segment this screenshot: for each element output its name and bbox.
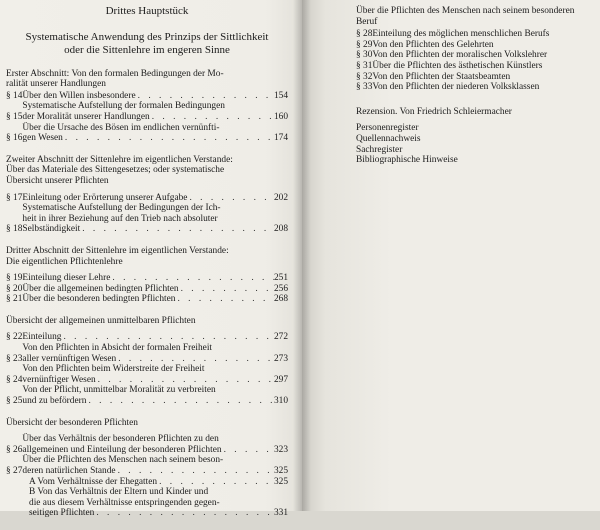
toc-entry — [6, 455, 288, 476]
entry-title: Von den Pflichten in Absicht der formalen Freiheit — [22, 343, 213, 354]
entry-title: Über die Pflichten des ästhetischen Künstlers — [372, 60, 543, 71]
entry-title: Über das Verhältnis der besonderen Pflichten zu den — [22, 434, 219, 445]
entry-title: allgemeinen und Einteilung der besonderen Pflichten — [22, 444, 222, 455]
main-title — [6, 31, 288, 57]
entry-title: Einteilung dieser Lehre — [22, 273, 111, 284]
toc-entry — [6, 123, 288, 144]
section-heading — [6, 246, 288, 267]
page-number: 297 — [273, 374, 288, 385]
entry-title: Systematische Aufstellung der formalen Bedingungen — [22, 101, 225, 112]
entry-title: deren natürlichen Stande — [22, 466, 116, 476]
entry-title: seitigen Pflichten — [29, 508, 95, 519]
entry-title: Über die Ursache des Bösen im endlichen vernünfti- — [22, 122, 220, 133]
page-number: 273 — [273, 353, 288, 364]
entry-title: die aus diesem Verhältnisse entspringenden gegen- — [29, 497, 220, 508]
toc-entry — [6, 434, 288, 455]
toc-entry — [356, 82, 592, 93]
section-heading-line: Zweiter Abschnitt der Sittenlehre im eigentlichen Verstande: — [6, 154, 233, 165]
dot-leader — [222, 445, 274, 456]
entry-title: Einteilung des möglichen menschlichen Berufs — [372, 29, 550, 40]
section-heading-line: Dritter Abschnitt der Sittenlehre im eigentlichen Verstande: — [6, 245, 229, 256]
page-number: 310 — [273, 396, 288, 407]
dot-leader — [157, 477, 274, 488]
dot-leader — [96, 375, 274, 386]
page-number: 160 — [273, 111, 288, 122]
paragraph-number: § 33 — [356, 82, 373, 93]
paragraph-number: § 31 — [356, 60, 373, 71]
entry-title: B Von das Verhältnis der Eltern und Kinder und — [29, 487, 209, 498]
page-number: 251 — [273, 273, 288, 284]
entry-title: Von den Pflichten beim Widerstreite der Freiheit — [22, 364, 205, 375]
section-1 — [6, 69, 288, 144]
toc-entry — [356, 29, 592, 40]
entry-title: Systematische Aufstellung der Bedingungen der Ich- — [22, 203, 221, 214]
entry-title: Von den Pflichten der Staatsbeamten — [372, 71, 511, 82]
toc-entry — [6, 343, 288, 364]
section-4 — [6, 316, 288, 407]
register-entry: Personenregister — [356, 123, 419, 134]
section-heading-line: ralität unserer Handlungen — [6, 79, 106, 90]
main-title-line: oder die Sittenlehre im engeren Sinne — [64, 43, 230, 56]
paragraph-number: § 30 — [356, 50, 373, 61]
main-title-line: Systematische Anwendung des Prinzips der Sittlichkeit — [25, 30, 269, 43]
section-heading-line: Beruf — [356, 16, 378, 27]
toc-entry — [356, 61, 592, 72]
page-number: 323 — [273, 444, 288, 455]
paragraph-number: § 26 — [6, 444, 23, 455]
paragraph-number: § 32 — [356, 71, 373, 82]
paragraph-number: § 21 — [6, 294, 23, 305]
paragraph-number: § 28 — [356, 29, 373, 40]
paragraph-number: § 14 — [6, 90, 23, 101]
page-number: 331 — [273, 508, 288, 519]
toc-entry — [6, 284, 288, 295]
paragraph-number: § 18 — [6, 224, 23, 235]
section-3 — [6, 246, 288, 305]
entry-title: und zu befördern — [22, 396, 87, 407]
entry-title: aller vernünftigen Wesen — [22, 353, 117, 364]
page-number: 325 — [273, 476, 288, 487]
toc-entry — [6, 294, 288, 305]
toc-list — [356, 29, 592, 93]
page-number: 208 — [273, 224, 288, 235]
toc-subentry — [6, 487, 288, 519]
dot-leader — [61, 332, 273, 343]
paragraph-number: § 20 — [6, 283, 23, 294]
toc-entry — [6, 364, 288, 385]
dot-leader — [86, 396, 273, 407]
section-heading: Übersicht der besonderen Pflichten — [6, 417, 138, 428]
section-heading-line: Erster Abschnitt: Von den formalen Bedingungen der Mo- — [6, 68, 224, 79]
page-number: 325 — [273, 466, 288, 476]
paragraph-number: § 23 — [6, 353, 23, 364]
entry-title: Von den Pflichten des Gelehrten — [372, 39, 494, 50]
register-entry: Sachregister — [356, 144, 403, 155]
toc-subentry — [6, 477, 288, 488]
left-page-content — [6, 6, 288, 530]
entry-title: vernünftiger Wesen — [22, 374, 96, 385]
toc-entry — [356, 50, 592, 61]
dot-leader — [150, 112, 274, 123]
toc-entry — [356, 72, 592, 83]
page-number: 268 — [273, 294, 288, 305]
section-heading-line: Über das Materiale des Sittengesetzes; oder systematische — [6, 165, 225, 176]
toc-entry — [6, 385, 288, 406]
book-gutter — [293, 0, 311, 511]
dot-leader — [179, 284, 274, 295]
paragraph-number: § 17 — [6, 192, 23, 203]
section-heading-line: Über die Pflichten des Menschen nach seinem besonderen — [356, 6, 575, 16]
paragraph-number: § 25 — [6, 396, 23, 407]
entry-title: Einteilung — [22, 332, 62, 343]
page-number: 256 — [273, 283, 288, 294]
entry-title: heit in ihrer Beziehung auf den Trieb nach absoluter — [22, 213, 218, 224]
section-5 — [6, 418, 288, 519]
toc-entry — [6, 101, 288, 122]
entry-title: Über den Willen insbesondere — [22, 90, 136, 101]
paragraph-number: § 27 — [6, 466, 23, 476]
entry-title: Einleitung oder Erörterung unserer Aufgabe — [22, 192, 188, 203]
section-2 — [6, 155, 288, 235]
paragraph-number: § 15 — [6, 111, 23, 122]
dot-leader — [136, 91, 274, 102]
section-heading — [6, 155, 288, 187]
chapter-heading: Drittes Hauptstück — [105, 5, 189, 17]
entry-title: Von der Pflicht, unmittelbar Moralität zu verbreiten — [22, 385, 216, 396]
dot-leader — [80, 224, 274, 235]
entry-title: Über die Pflichten des Menschen nach seinem beson- — [22, 455, 224, 466]
toc-entry — [6, 273, 288, 284]
register-entry: Bibliographische Hinweise — [356, 155, 458, 166]
page-number: 154 — [273, 90, 288, 101]
entry-title: der Moralität unserer Handlungen — [22, 111, 150, 122]
section-heading-line: Die eigentlichen Pflichtenlehre — [6, 256, 123, 267]
dot-leader — [116, 466, 274, 477]
entry-title: Von den Pflichten der moralischen Volkslehrer — [372, 50, 548, 61]
dot-leader — [110, 273, 274, 284]
review-entry: Rezension. Von Friedrich Schleiermacher — [356, 106, 512, 117]
page-number: 272 — [273, 332, 288, 343]
entry-title: Selbständigkeit — [22, 224, 81, 235]
dot-leader — [187, 193, 273, 204]
toc-entry — [6, 193, 288, 204]
entry-title: Über die allgemeinen bedingten Pflichten — [22, 283, 179, 294]
dot-leader — [175, 294, 273, 305]
paragraph-number: § 19 — [6, 273, 23, 284]
section-heading — [356, 6, 592, 27]
entry-title: A Vom Verhältnisse der Ehegatten — [29, 476, 158, 487]
register-entry: Quellennachweis — [356, 133, 421, 144]
section-heading — [6, 69, 288, 90]
dot-leader — [116, 354, 274, 365]
entry-title: Über die besonderen bedingten Pflichten — [22, 294, 176, 305]
paragraph-number: § 24 — [6, 374, 23, 385]
toc-entry — [356, 40, 592, 51]
toc-entry — [6, 91, 288, 102]
page-number: 202 — [273, 192, 288, 203]
dot-leader — [63, 133, 274, 144]
toc-entry — [6, 203, 288, 235]
page-number: 174 — [273, 133, 288, 144]
entry-title: gen Wesen — [22, 133, 63, 144]
dot-leader — [94, 508, 274, 519]
entry-title: Von den Pflichten der niederen Volksklassen — [372, 82, 540, 93]
toc-entry — [6, 332, 288, 343]
paragraph-number: § 29 — [356, 39, 373, 50]
section-heading: Übersicht der allgemeinen unmittelbaren Pflichten — [6, 315, 196, 326]
right-page-content — [356, 6, 592, 166]
paragraph-number: § 22 — [6, 332, 23, 343]
section-heading-line: Übersicht unserer Pflichten — [6, 175, 109, 186]
paragraph-number: § 16 — [6, 133, 23, 144]
